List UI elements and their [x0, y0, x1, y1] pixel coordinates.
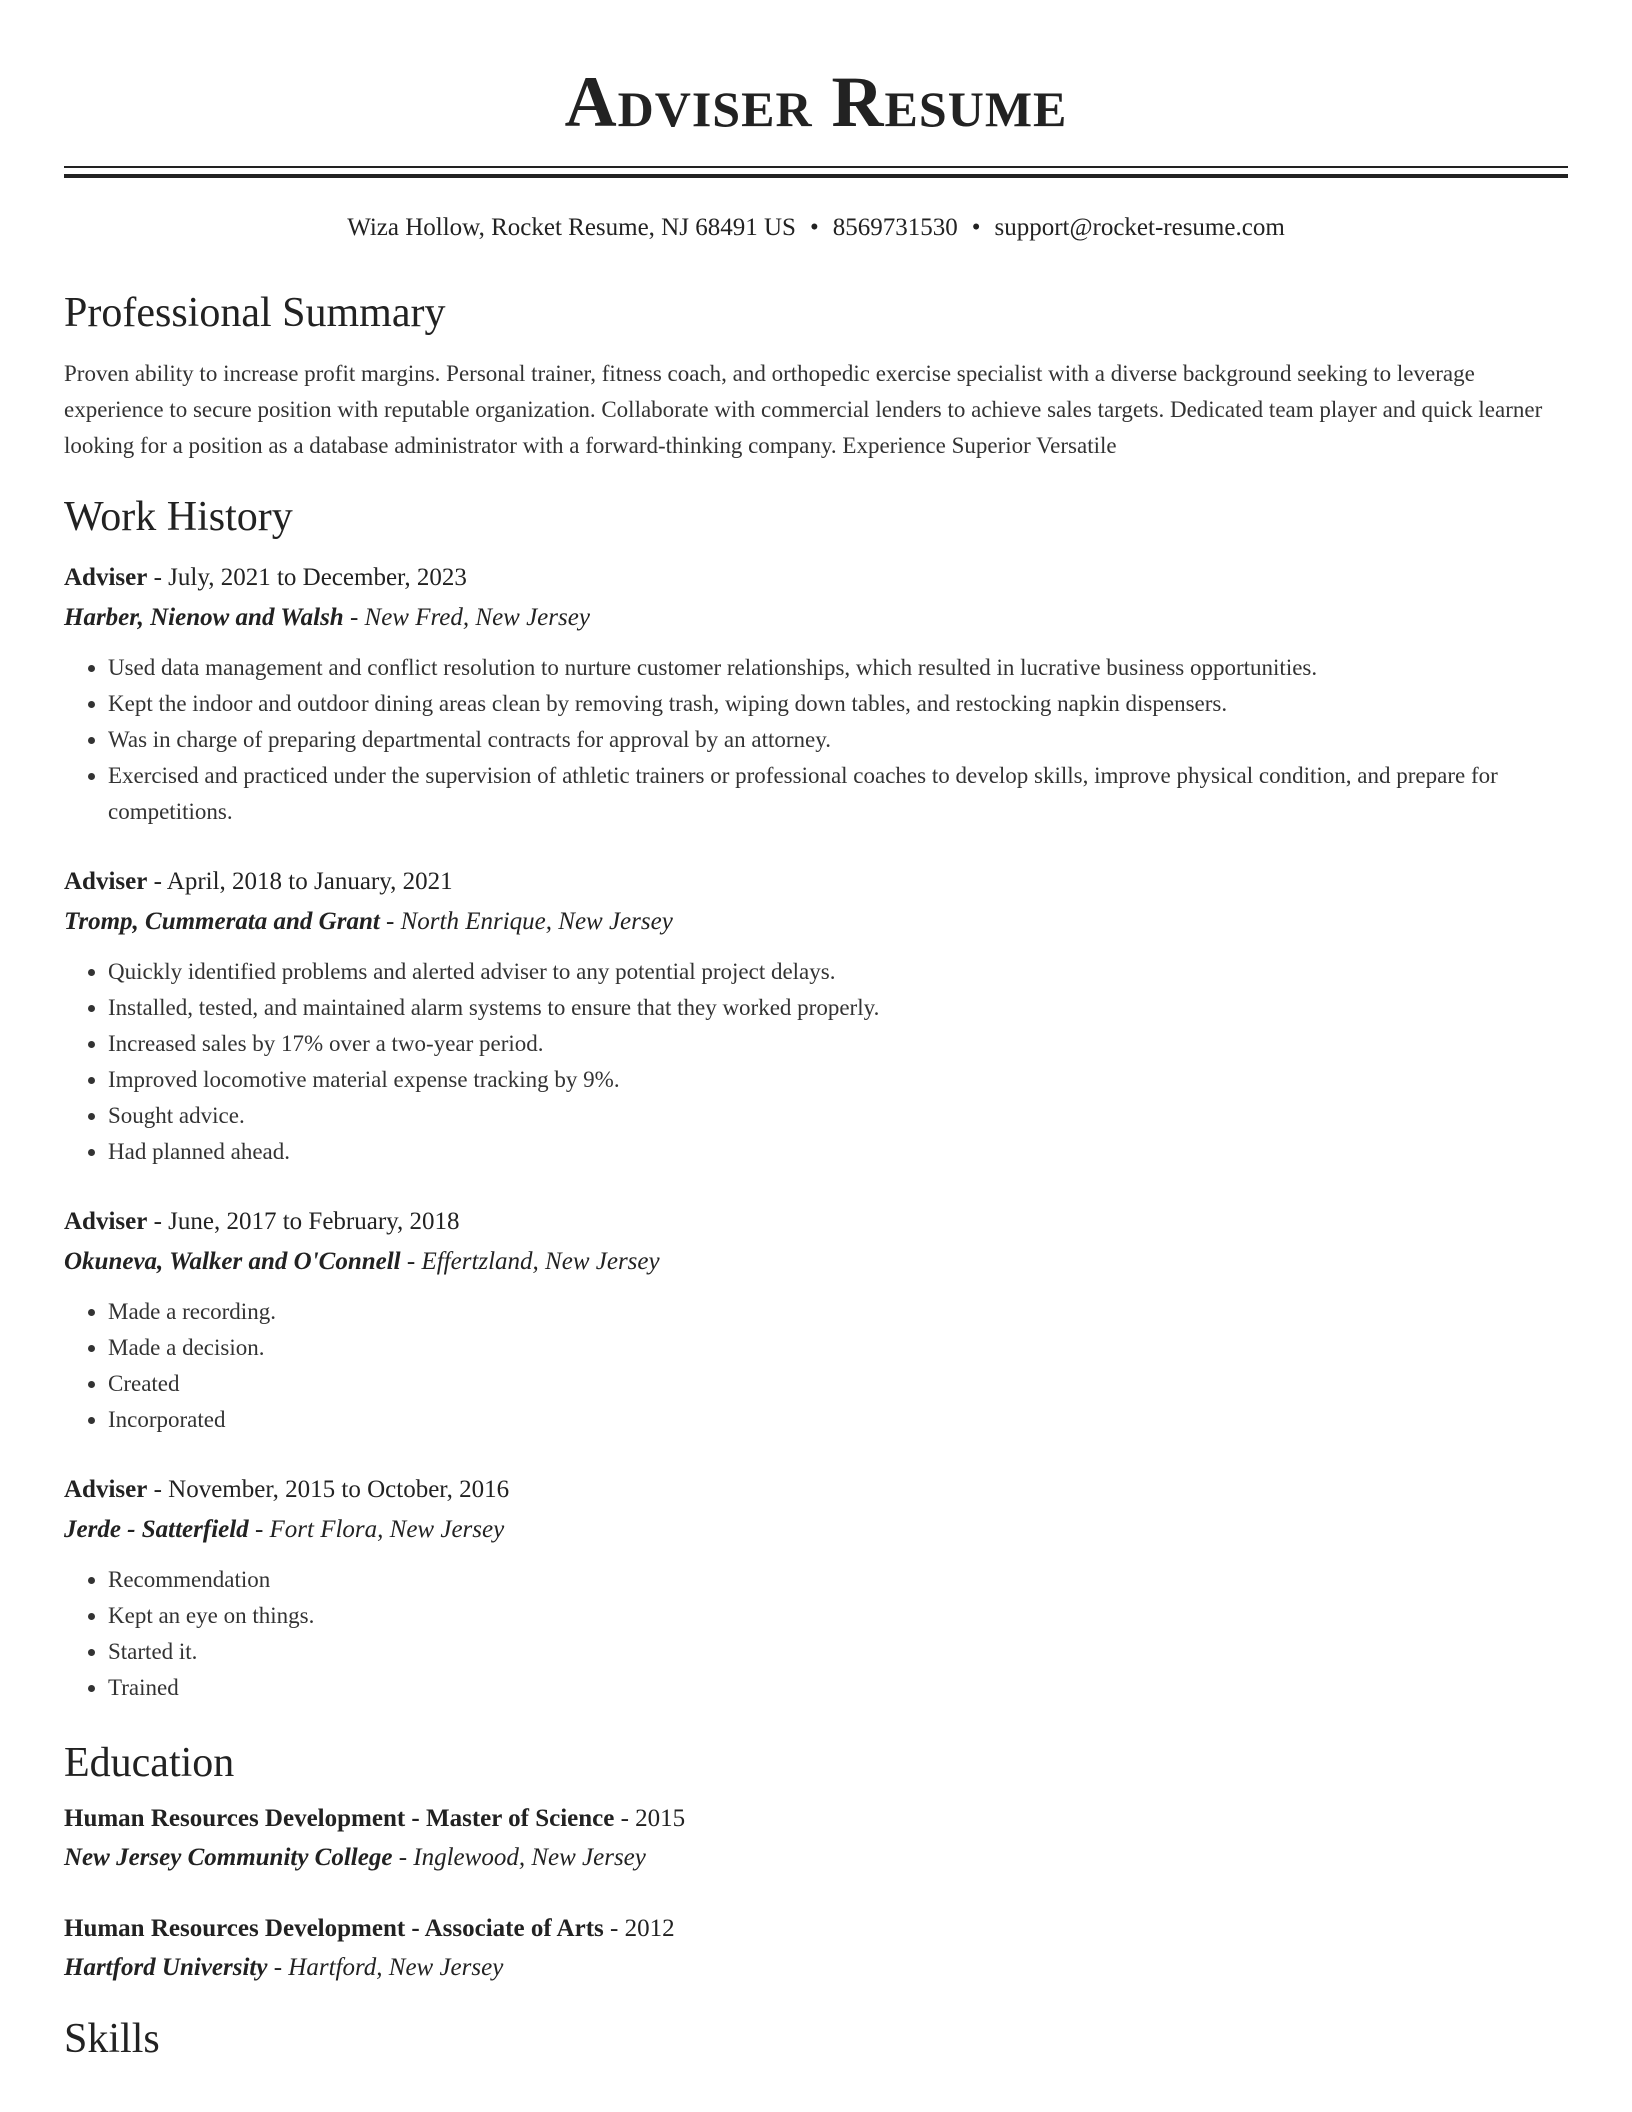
company-location: - North Enrique, New Jersey — [379, 908, 673, 935]
company-line — [64, 1242, 1568, 1282]
school-location: - Inglewood, New Jersey — [392, 1844, 646, 1871]
bullet-item: • Incorporated — [108, 1402, 1568, 1438]
contact-separator: • — [809, 214, 819, 241]
contact-phone: 8569731530 — [832, 214, 958, 241]
job-title: Adviser — [64, 564, 148, 591]
education-heading: Education — [64, 1740, 235, 1786]
job-title-line — [64, 862, 1568, 902]
contact-address: Wiza Hollow, Rocket Resume, NJ 68491 US — [347, 214, 796, 241]
job-dates: - April, 2018 to January, 2021 — [147, 868, 453, 895]
degree-line — [64, 1800, 1568, 1838]
title-divider-thick — [64, 174, 1568, 178]
school-name: New Jersey Community College — [64, 1844, 393, 1871]
degree-name: Human Resources Development - Associate of Arts — [64, 1915, 604, 1942]
contact-line — [64, 212, 1568, 244]
job-title-line — [64, 1470, 1568, 1510]
company-location: - Fort Flora, New Jersey — [248, 1516, 505, 1543]
bullet-item: • Used data management and conflict resolution to nurture customer relationships, which resulted in lucrative business opportunities. — [108, 650, 1568, 686]
job-entry — [64, 1202, 1568, 1438]
job-dates: - July, 2021 to December, 2023 — [147, 564, 467, 591]
bullet-item: • Recommendation — [108, 1562, 1568, 1598]
school-line — [64, 1948, 1568, 1988]
education-entry — [64, 1910, 1568, 1988]
bullet-item: • Improved locomotive material expense tracking by 9%. — [108, 1062, 1568, 1098]
job-bullets — [64, 650, 1568, 830]
job-entry — [64, 558, 1568, 830]
bullet-item: • Exercised and practiced under the supervision of athletic trainers or professional coaches to develop skills, improve physical condition, and prepare for competitions. — [108, 758, 1568, 830]
company-location: - New Fred, New Jersey — [343, 604, 590, 631]
company-name: Tromp, Cummerata and Grant — [64, 908, 380, 935]
bullet-item: • Installed, tested, and maintained alarm systems to ensure that they worked properly. — [108, 990, 1568, 1026]
degree-name: Human Resources Development - Master of Science — [64, 1805, 615, 1832]
bullet-item: • Increased sales by 17% over a two-year period. — [108, 1026, 1568, 1062]
skills-heading: Skills — [64, 2016, 160, 2062]
job-title-line — [64, 1202, 1568, 1242]
company-name: Jerde - Satterfield — [64, 1516, 249, 1543]
company-line — [64, 598, 1568, 638]
job-bullets — [64, 1294, 1568, 1438]
job-title-line — [64, 558, 1568, 598]
resume-page — [64, 0, 1568, 2064]
job-bullets — [64, 954, 1568, 1170]
job-title: Adviser — [64, 868, 148, 895]
school-name: Hartford University — [64, 1954, 268, 1981]
job-entry — [64, 862, 1568, 1170]
job-dates: - June, 2017 to February, 2018 — [147, 1208, 460, 1235]
job-entry — [64, 1470, 1568, 1706]
summary-heading: Professional Summary — [64, 290, 446, 336]
job-title: Adviser — [64, 1476, 148, 1503]
job-bullets — [64, 1562, 1568, 1706]
school-location: - Hartford, New Jersey — [267, 1954, 504, 1981]
work-history-heading: Work History — [64, 494, 293, 540]
contact-email: support@rocket-resume.com — [994, 214, 1285, 241]
contact-separator: • — [971, 214, 981, 241]
company-name: Okuneva, Walker and O'Connell — [64, 1248, 401, 1275]
bullet-item: • Kept the indoor and outdoor dining areas clean by removing trash, wiping down tables, and restocking napkin dispensers. — [108, 686, 1568, 722]
title-divider-thin — [64, 166, 1568, 168]
bullet-item: • Quickly identified problems and alerted adviser to any potential project delays. — [108, 954, 1568, 990]
bullet-item: • Sought advice. — [108, 1098, 1568, 1134]
degree-line — [64, 1910, 1568, 1948]
bullet-item: • Trained — [108, 1670, 1568, 1706]
bullet-item: • Kept an eye on things. — [108, 1598, 1568, 1634]
school-line — [64, 1838, 1568, 1878]
job-dates: - November, 2015 to October, 2016 — [147, 1476, 510, 1503]
degree-year: - 2015 — [614, 1805, 686, 1832]
company-line — [64, 1510, 1568, 1550]
job-title: Adviser — [64, 1208, 148, 1235]
bullet-item: • Made a recording. — [108, 1294, 1568, 1330]
bullet-item: • Made a decision. — [108, 1330, 1568, 1366]
resume-title: Adviser Resume — [564, 62, 1068, 142]
summary-text: Proven ability to increase profit margins. Personal trainer, fitness coach, and orthopedic exercise specialist with a diverse background seeking to leverage experience to secure position with reputable organization. Collaborate with commercial lenders to achieve sales targets. Dedicated team player and quick learner looking for a position as a database administrator with a forward-thinking company. Experience Superior Versatile — [64, 361, 1543, 458]
education-entry — [64, 1800, 1568, 1878]
bullet-item: • Was in charge of preparing departmental contracts for approval by an attorney. — [108, 722, 1568, 758]
bullet-item: • Had planned ahead. — [108, 1134, 1568, 1170]
bullet-item: • Created — [108, 1366, 1568, 1402]
company-location: - Effertzland, New Jersey — [400, 1248, 660, 1275]
bullet-item: • Started it. — [108, 1634, 1568, 1670]
company-name: Harber, Nienow and Walsh — [64, 604, 344, 631]
degree-year: - 2012 — [603, 1915, 675, 1942]
company-line — [64, 902, 1568, 942]
